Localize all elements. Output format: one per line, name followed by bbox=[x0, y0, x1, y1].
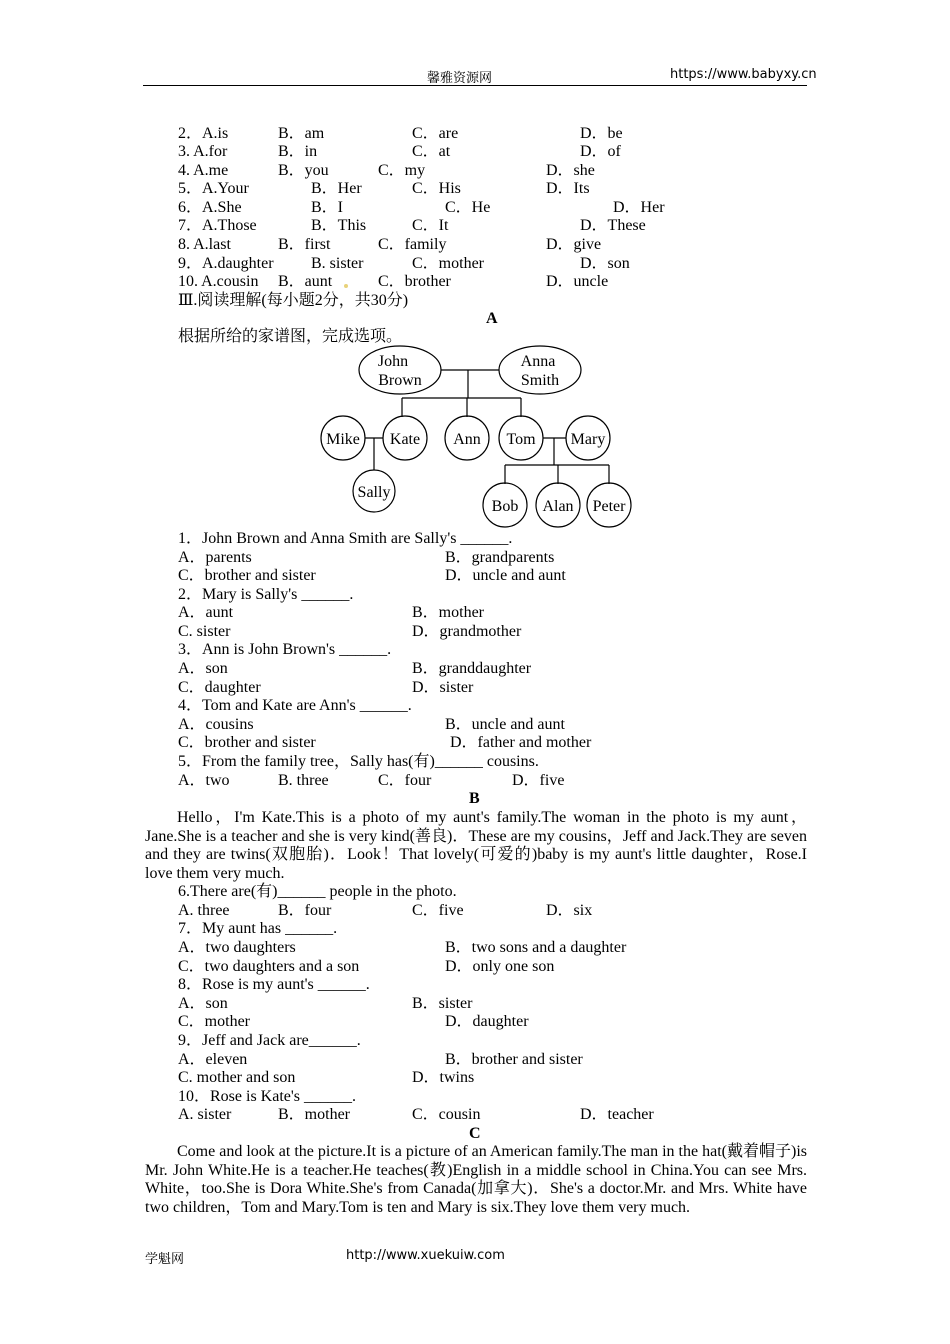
footer-url: http://www.xuekuiw.com bbox=[346, 1248, 505, 1263]
cloze-row-2-b: B．am bbox=[278, 125, 325, 142]
question-5: 5．From the family tree，Sally has(有)______ cousins. bbox=[178, 753, 539, 770]
q5-option-d: D．five bbox=[512, 772, 565, 789]
part-c-heading: C bbox=[469, 1125, 481, 1142]
cloze-row-6-d: D．Her bbox=[613, 199, 665, 216]
cloze-row-6-c: C．He bbox=[445, 199, 491, 216]
cloze-row-4-c: C．my bbox=[378, 162, 426, 179]
q4-option-d: D．father and mother bbox=[450, 734, 592, 751]
tree-label-smith: Smith bbox=[520, 372, 560, 389]
cloze-row-3-d: D．of bbox=[580, 143, 621, 160]
q8-option-c: C．mother bbox=[178, 1013, 250, 1030]
q6-option-d: D．six bbox=[546, 902, 593, 919]
q2-option-c: C. sister bbox=[178, 623, 231, 640]
question-7: 7．My aunt has ______. bbox=[178, 920, 338, 937]
header-rule bbox=[143, 85, 807, 86]
q5-option-b: B. three bbox=[278, 772, 329, 789]
cloze-row-9-c: C．mother bbox=[412, 255, 484, 272]
speck bbox=[344, 284, 348, 288]
cloze-row-3-b: B．in bbox=[278, 143, 318, 160]
q3-option-c: C．daughter bbox=[178, 679, 261, 696]
q1-option-b: B．grandparents bbox=[445, 549, 555, 566]
cloze-row-10-a: 10. A.cousin bbox=[178, 273, 259, 290]
q7-option-a: A．two daughters bbox=[178, 939, 296, 956]
question-8: 8．Rose is my aunt's ______. bbox=[178, 976, 370, 993]
section-3-title: Ⅲ.阅读理解(每小题2分，共30分) bbox=[178, 292, 409, 309]
cloze-row-7-d: D．These bbox=[580, 217, 646, 234]
q4-option-a: A．cousins bbox=[178, 716, 254, 733]
footer-site: 学魁网 bbox=[145, 1252, 185, 1267]
part-b-heading: B bbox=[469, 790, 480, 807]
question-9: 9．Jeff and Jack are______. bbox=[178, 1032, 361, 1049]
q7-option-b: B．two sons and a daughter bbox=[445, 939, 627, 956]
q8-option-b: B．sister bbox=[412, 995, 473, 1012]
cloze-row-7-a: 7．A.Those bbox=[178, 217, 257, 234]
passage-b: Hello，I'm Kate.This is a photo of my aunt's family.The woman in the photo is my aunt，Jane.She is a teacher and she is very kind(善良)．These are my cousins，Jeff and Jack.They are seven and they are twins(双胞胎)．Look！That lovely(可爱的)baby is my aunt's little daughter，Rose.I love them very much. bbox=[145, 809, 807, 882]
tree-label-john: John bbox=[377, 353, 409, 370]
cloze-row-9-a: 9．A.daughter bbox=[178, 255, 274, 272]
question-6: 6.There are(有)______ people in the photo. bbox=[178, 883, 457, 900]
cloze-row-2-a: 2．A.is bbox=[178, 125, 229, 142]
q3-option-a: A．son bbox=[178, 660, 228, 677]
part-a-intro: 根据所给的家谱图，完成选项。 bbox=[178, 328, 403, 345]
cloze-row-8-b: B．first bbox=[278, 236, 331, 253]
cloze-row-7-c: C．It bbox=[412, 217, 449, 234]
question-2: 2．Mary is Sally's ______. bbox=[178, 586, 354, 603]
tree-label-kate: Kate bbox=[389, 431, 421, 448]
passage-c: Come and look at the picture.It is a picture of an American family.The man in the hat(戴着帽子)is Mr. John White.He is a teacher.He teaches(教)English in a middle school in China.You can see Mrs. White，too.She is Dora White.She's from Canada(加拿大)．She's a doctor.Mr. and Mrs. White have two children，Tom and Mary.Tom is ten and Mary is six.They love them very much. bbox=[145, 1143, 807, 1216]
q4-option-c: C．brother and sister bbox=[178, 734, 316, 751]
tree-label-mary: Mary bbox=[570, 431, 606, 448]
cloze-row-10-c: C．brother bbox=[378, 273, 451, 290]
q9-option-c: C. mother and son bbox=[178, 1069, 296, 1086]
q7-option-d: D．only one son bbox=[445, 958, 555, 975]
header-url: https://www.babyxy.cn bbox=[670, 67, 817, 82]
cloze-row-5-b: B．Her bbox=[311, 180, 362, 197]
tree-label-mike: Mike bbox=[326, 431, 360, 448]
cloze-row-4-a: 4. A.me bbox=[178, 162, 229, 179]
q9-option-d: D．twins bbox=[412, 1069, 475, 1086]
tree-label-brown: Brown bbox=[378, 372, 422, 389]
q10-option-c: C．cousin bbox=[412, 1106, 481, 1123]
header-site: 馨雅资源网 bbox=[427, 71, 493, 86]
tree-label-ann: Ann bbox=[453, 431, 481, 448]
cloze-row-4-b: B．you bbox=[278, 162, 329, 179]
tree-label-tom: Tom bbox=[506, 431, 536, 448]
tree-label-anna: Anna bbox=[520, 353, 556, 370]
q9-option-a: A．eleven bbox=[178, 1051, 248, 1068]
q3-option-b: B．granddaughter bbox=[412, 660, 532, 677]
question-1: 1．John Brown and Anna Smith are Sally's ______. bbox=[178, 530, 513, 547]
family-tree-diagram bbox=[310, 340, 640, 530]
cloze-row-5-a: 5．A.Your bbox=[178, 180, 249, 197]
q2-option-d: D．grandmother bbox=[412, 623, 522, 640]
q2-option-b: B．mother bbox=[412, 604, 484, 621]
q6-option-a: A. three bbox=[178, 902, 230, 919]
q8-option-a: A．son bbox=[178, 995, 228, 1012]
tree-label-alan: Alan bbox=[542, 498, 574, 515]
q1-option-d: D．uncle and aunt bbox=[445, 567, 566, 584]
cloze-row-4-d: D．she bbox=[546, 162, 595, 179]
cloze-row-10-b: B．aunt bbox=[278, 273, 333, 290]
q1-option-a: A．parents bbox=[178, 549, 252, 566]
cloze-row-6-a: 6．A.She bbox=[178, 199, 242, 216]
cloze-row-6-b: B．I bbox=[311, 199, 344, 216]
q6-option-c: C．five bbox=[412, 902, 464, 919]
q1-option-c: C．brother and sister bbox=[178, 567, 316, 584]
cloze-row-10-d: D．uncle bbox=[546, 273, 609, 290]
question-10: 10．Rose is Kate's ______. bbox=[178, 1088, 356, 1105]
q4-option-b: B．uncle and aunt bbox=[445, 716, 565, 733]
part-a-heading: A bbox=[486, 310, 498, 327]
cloze-row-2-c: C．are bbox=[412, 125, 459, 142]
cloze-row-8-c: C．family bbox=[378, 236, 447, 253]
question-4: 4．Tom and Kate are Ann's ______. bbox=[178, 697, 412, 714]
q10-option-b: B．mother bbox=[278, 1106, 350, 1123]
cloze-row-8-d: D．give bbox=[546, 236, 602, 253]
tree-label-peter: Peter bbox=[592, 498, 626, 515]
cloze-row-8-a: 8. A.last bbox=[178, 236, 231, 253]
cloze-row-9-d: D．son bbox=[580, 255, 630, 272]
q10-option-a: A. sister bbox=[178, 1106, 232, 1123]
q9-option-b: B．brother and sister bbox=[445, 1051, 583, 1068]
q8-option-d: D．daughter bbox=[445, 1013, 529, 1030]
q2-option-a: A．aunt bbox=[178, 604, 234, 621]
cloze-row-3-a: 3. A.for bbox=[178, 143, 228, 160]
q5-option-c: C．four bbox=[378, 772, 432, 789]
tree-label-bob: Bob bbox=[491, 498, 519, 515]
cloze-row-7-b: B．This bbox=[311, 217, 367, 234]
cloze-row-5-d: D．Its bbox=[546, 180, 590, 197]
q6-option-b: B．four bbox=[278, 902, 332, 919]
q7-option-c: C．two daughters and a son bbox=[178, 958, 360, 975]
tree-label-sally: Sally bbox=[357, 484, 391, 501]
cloze-row-9-b: B. sister bbox=[311, 255, 364, 272]
q10-option-d: D．teacher bbox=[580, 1106, 654, 1123]
q5-option-a: A．two bbox=[178, 772, 230, 789]
question-3: 3．Ann is John Brown's ______. bbox=[178, 641, 392, 658]
cloze-row-2-d: D．be bbox=[580, 125, 623, 142]
q3-option-d: D．sister bbox=[412, 679, 474, 696]
cloze-row-3-c: C．at bbox=[412, 143, 451, 160]
cloze-row-5-c: C．His bbox=[412, 180, 461, 197]
